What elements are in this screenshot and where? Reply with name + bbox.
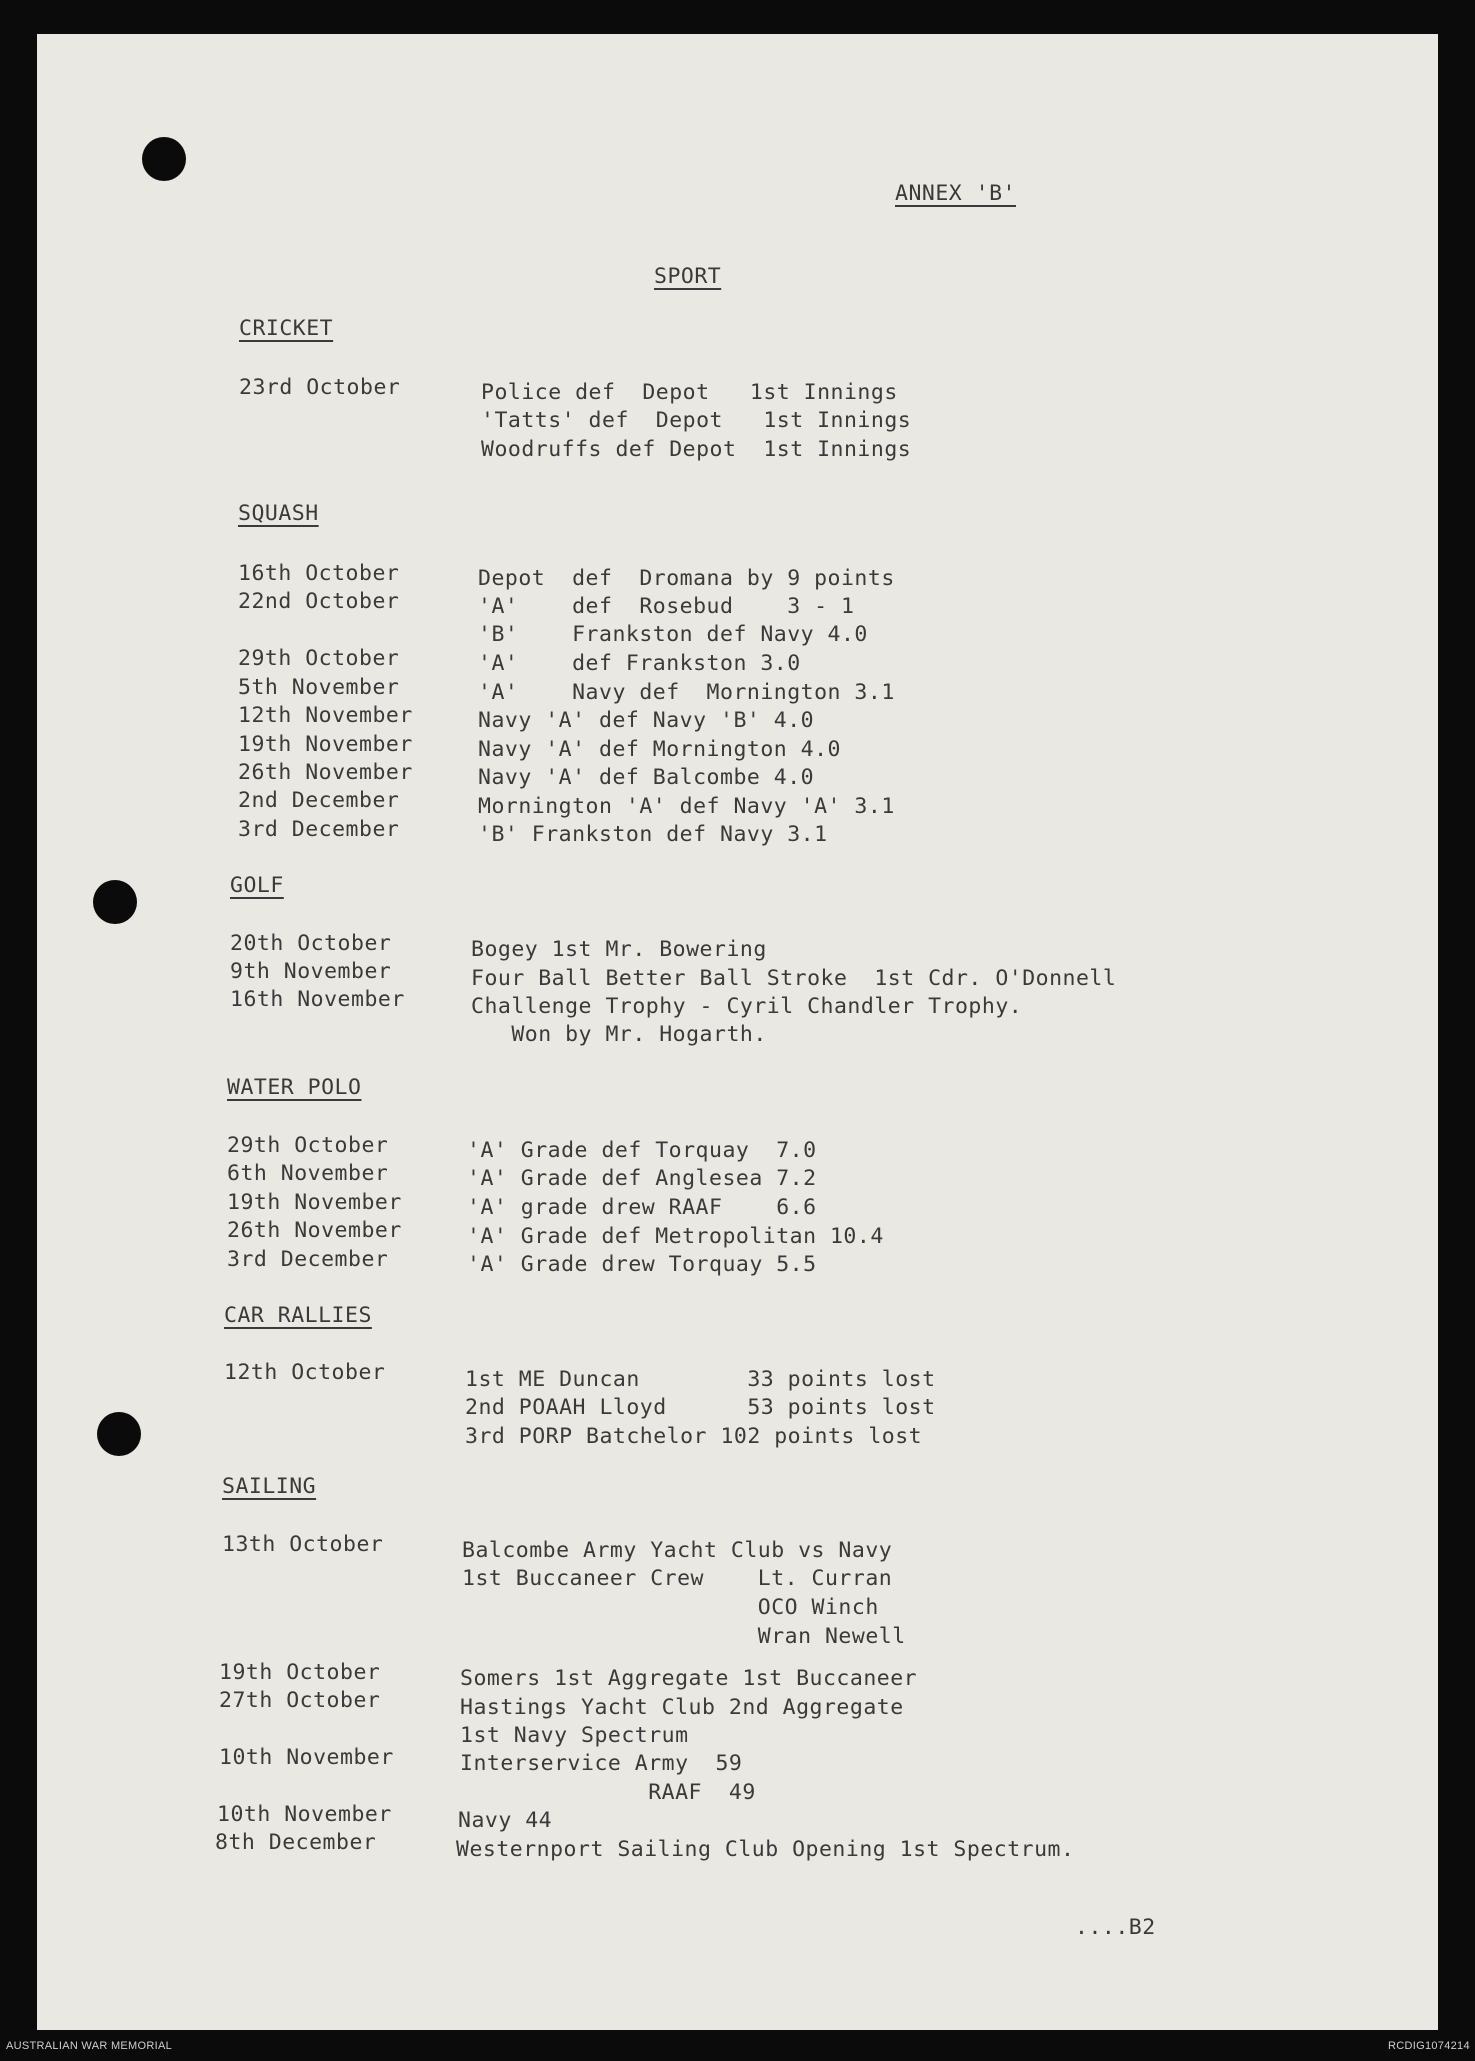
punch-hole [97,1412,141,1456]
entry-result: Bogey 1st Mr. Bowering [471,937,767,962]
entry-result: Navy 'A' def Mornington 4.0 [478,737,841,762]
entry-result: 'B' Frankston def Navy 3.1 [478,822,828,847]
entry-date: 22nd October [238,589,400,614]
section-heading-car-rallies: CAR RALLIES [224,1303,372,1328]
entry-date: 19th November [227,1190,402,1215]
entry-date: 12th November [238,703,413,728]
entry-result: Westernport Sailing Club Opening 1st Spectrum. [456,1837,1075,1862]
entry-result: Woodruffs def Depot 1st Innings [481,437,912,462]
entry-result: Navy 44 [458,1808,553,1833]
entry-date: 6th November [227,1161,389,1186]
entry-result: Challenge Trophy - Cyril Chandler Trophy. [471,994,1023,1019]
entry-result: RAAF 49 [460,1780,756,1805]
entry-result: 'A' def Rosebud 3 - 1 [478,594,855,619]
entry-result: 1st Buccaneer Crew Lt. Curran [462,1566,893,1591]
section-heading-cricket: CRICKET [239,316,334,341]
entry-result: Police def Depot 1st Innings [481,380,898,405]
entry-result: Navy 'A' def Balcombe 4.0 [478,765,815,790]
footer-reference: RCDIG1074214 [1388,2040,1470,2052]
entry-result: 'A' def Frankston 3.0 [478,651,801,676]
entry-date: 5th November [238,675,400,700]
entry-date: 10th November [219,1745,394,1770]
entry-result: 2nd POAAH Lloyd 53 points lost [465,1395,936,1420]
entry-date: 10th November [217,1802,392,1827]
entry-result: 'Tatts' def Depot 1st Innings [481,408,912,433]
entry-date: 12th October [224,1360,386,1385]
section-heading-sailing: SAILING [222,1474,317,1499]
entry-date: 2nd December [238,788,400,813]
entry-result: 1st ME Duncan 33 points lost [465,1367,936,1392]
entry-result: 'B' Frankston def Navy 4.0 [478,622,868,647]
entry-result: Interservice Army 59 [460,1751,743,1776]
entry-date: 26th November [238,760,413,785]
entry-date: 27th October [219,1688,381,1713]
entry-result: 'A' Grade def Anglesea 7.2 [467,1166,817,1191]
entry-result: Navy 'A' def Navy 'B' 4.0 [478,708,815,733]
entry-result: 1st Navy Spectrum [460,1723,689,1748]
section-heading-squash: SQUASH [238,501,319,526]
entry-date: 16th November [230,987,405,1012]
entry-date: 19th November [238,732,413,757]
entry-result: 'A' Grade def Torquay 7.0 [467,1138,817,1163]
entry-result: OCO Winch [462,1595,879,1620]
entry-result: Hastings Yacht Club 2nd Aggregate [460,1695,904,1720]
entry-date: 9th November [230,959,392,984]
entry-date: 29th October [227,1133,389,1158]
entry-date: 29th October [238,646,400,671]
entry-result: Mornington 'A' def Navy 'A' 3.1 [478,794,895,819]
entry-date: 26th November [227,1218,402,1243]
page-title: SPORT [654,264,722,289]
entry-result: 'A' Grade drew Torquay 5.5 [467,1252,817,1277]
entry-date: 16th October [238,561,400,586]
section-heading-golf: GOLF [230,873,284,898]
entry-result: Won by Mr. Hogarth. [471,1022,767,1047]
entry-date: 8th December [215,1830,377,1855]
entry-result: Somers 1st Aggregate 1st Buccaneer [460,1666,918,1691]
entry-date: 20th October [230,931,392,956]
entry-result: Depot def Dromana by 9 points [478,566,895,591]
entry-result: 3rd PORP Batchelor 102 points lost [465,1424,923,1449]
entry-result: 'A' Grade def Metropolitan 10.4 [467,1224,884,1249]
entry-result: 'A' Navy def Mornington 3.1 [478,680,895,705]
entry-result: Four Ball Better Ball Stroke 1st Cdr. O'Donnell [471,966,1117,991]
entry-date: 13th October [222,1532,384,1557]
punch-hole [142,137,186,181]
entry-date: 3rd December [238,817,400,842]
continuation-marker: ....B2 [1075,1915,1156,1940]
annex-label: ANNEX 'B' [895,181,1016,206]
footer-source: AUSTRALIAN WAR MEMORIAL [6,2040,173,2052]
punch-hole [93,880,137,924]
entry-result: Balcombe Army Yacht Club vs Navy [462,1538,893,1563]
entry-date: 3rd December [227,1247,389,1272]
section-heading-water-polo: WATER POLO [227,1075,362,1100]
entry-result: 'A' grade drew RAAF 6.6 [467,1195,817,1220]
entry-date: 23rd October [239,375,401,400]
entry-result: Wran Newell [462,1624,906,1649]
entry-date: 19th October [219,1660,381,1685]
